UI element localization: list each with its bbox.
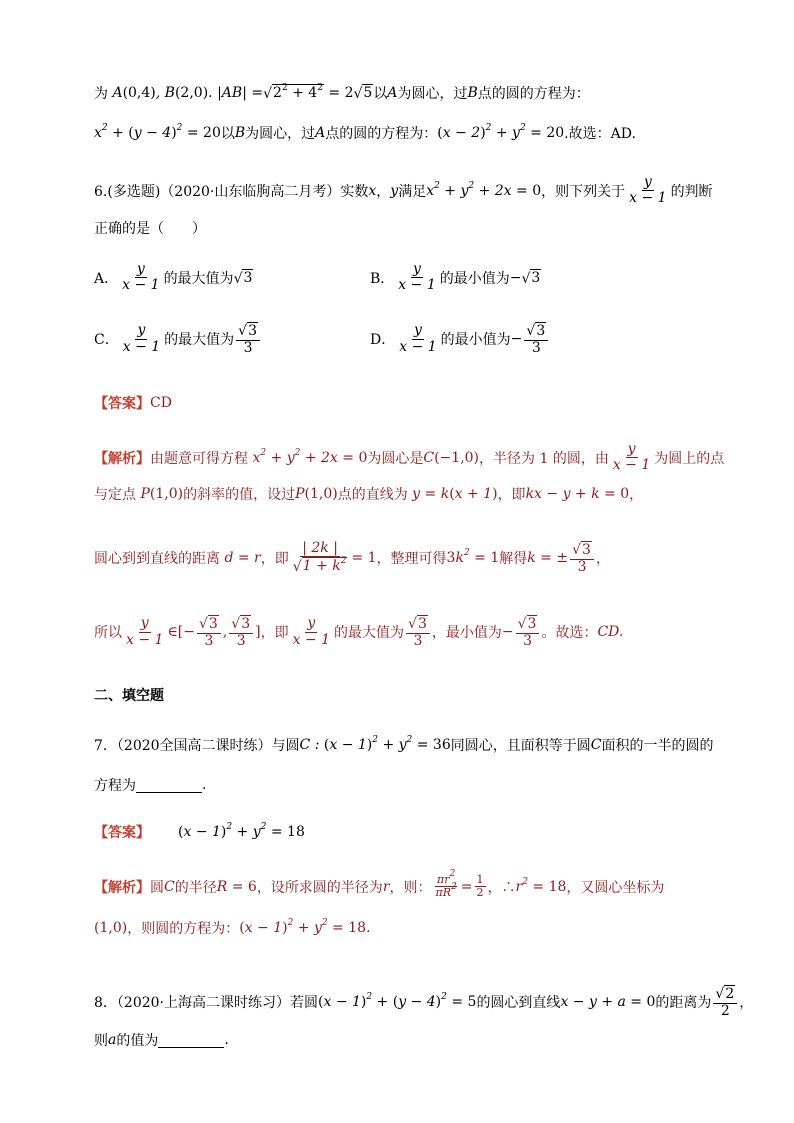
math-eq: kx − y + k = 0: [525, 486, 630, 502]
option-b: [370, 262, 541, 294]
math-fraction: $\frac{y}{x - 1}$: [292, 615, 331, 648]
question-6-line-2: [94, 218, 206, 238]
math-eq: $(x - 2)^2 + y^2 = 20$: [437, 123, 565, 141]
question-8-line-1: [94, 985, 753, 1019]
math-eq: $3k^2 = 1$: [446, 548, 500, 567]
text: 点的直线为: [337, 487, 408, 503]
analysis-6-line-3: [94, 541, 610, 575]
text: 解得: [499, 551, 528, 568]
text: 的斜率的值，设过: [183, 487, 296, 503]
math-comma: ,: [222, 624, 228, 641]
text: ，∴: [487, 879, 516, 896]
math-fraction: $\frac{y}{x - 1}$: [399, 322, 437, 355]
analysis-6-line-2: [94, 484, 643, 504]
math-eq: $(x - 1)^2 + y^2 = 18$: [239, 918, 367, 936]
analysis-6-line-4: [94, 615, 623, 649]
text: 为: [94, 86, 108, 102]
text: 所以: [94, 625, 122, 642]
question-6-line-1: [94, 175, 713, 207]
math-eq: $x^2 + (y - 4)^2 = 20$: [94, 123, 221, 141]
math-minus: −: [501, 624, 514, 641]
text: 圆心到到直线的距离: [94, 551, 220, 568]
math-eq: C : $(x - 1)^2 + y^2 = 36$: [299, 735, 451, 753]
section-heading: 二、填空题: [94, 688, 164, 704]
math-sqrt: √ 5: [353, 85, 373, 102]
text: ，即: [260, 625, 289, 642]
answer-tag: 【答案】: [94, 825, 150, 841]
math-eq: k = ±: [527, 550, 569, 567]
text: 的半径: [174, 879, 217, 896]
math-eq: $x^2 + y^2 + 2x = 0$: [426, 180, 542, 199]
option-label: B．: [370, 270, 395, 287]
math-eq: =: [460, 878, 473, 895]
text: 的距离为: [655, 995, 712, 1012]
text: ，半径为 1 的圆，由: [479, 450, 609, 467]
text: 以: [220, 126, 235, 142]
analysis-tag: 【解析】: [94, 879, 150, 896]
math-var: A: [387, 85, 398, 101]
text: .: [366, 920, 371, 936]
text: 满足: [398, 183, 427, 200]
text: ，则圆的方程为：: [127, 921, 240, 937]
text: 的圆心到直线: [476, 995, 561, 1012]
math-interval: ∈[−: [167, 624, 195, 641]
math-fraction: | 2k | √ $1 + k^2$: [292, 540, 347, 575]
option-text: 的最小值为: [440, 332, 511, 349]
text: ，: [739, 995, 754, 1012]
q6-prefix: 6.(多选题)（2020·山东临朐高二月考）实数: [94, 183, 369, 200]
answer-value: CD: [150, 395, 172, 411]
q7-prefix: 7．（2020全国高二课时练）与圆: [94, 738, 300, 754]
analysis-6-line-1: [94, 442, 724, 474]
analysis-7-line-1: [94, 869, 665, 900]
text: .: [202, 777, 207, 793]
math-point: P(1,0): [136, 486, 184, 502]
text: 为圆心，过: [397, 86, 468, 102]
option-label: A．: [94, 270, 119, 287]
text: ，: [629, 487, 644, 503]
text: 的判断: [670, 183, 713, 200]
math-bracket: ]: [255, 624, 261, 641]
option-c: [94, 322, 262, 356]
math-minus: −: [510, 331, 523, 348]
text: 则: [94, 1033, 108, 1049]
math-fraction: $\frac{1}{2}$: [476, 873, 484, 900]
question-7-line-1: [94, 735, 713, 755]
option-a: [94, 262, 253, 294]
text: 点的圆的方程为：: [477, 86, 590, 102]
text: 面积的一半的圆的: [601, 738, 714, 754]
text: ，整理可得: [376, 551, 447, 568]
option-label: C．: [94, 332, 119, 349]
text: 圆: [150, 879, 164, 896]
answer-blank[interactable]: [136, 778, 202, 793]
text: ，最小值为: [431, 625, 502, 642]
math-eq: $r^2 = 18$: [515, 876, 567, 895]
math-fraction: $\frac{y}{x - 1}$: [122, 261, 160, 294]
text: ，: [595, 551, 610, 568]
text: .: [224, 1032, 229, 1048]
question-8-line-2: [94, 1030, 229, 1050]
solution-line-1: [94, 83, 590, 103]
text: 。故选：: [541, 625, 598, 642]
math-fraction: $\frac{y}{x - 1}$: [398, 261, 436, 294]
text: 为圆心，过: [245, 126, 316, 142]
math-answer: CD.: [597, 624, 624, 641]
analysis-tag: 【解析】: [94, 450, 150, 467]
math-eq: R = 6: [216, 878, 257, 895]
text: 的值为: [116, 1033, 159, 1049]
analysis-7-line-2: [94, 918, 371, 938]
math-var: A: [315, 125, 326, 141]
math-eq: x − y + a = 0: [560, 994, 656, 1011]
text: 正确的是（ ）: [94, 221, 206, 237]
math-var: C: [164, 878, 175, 895]
math-eq: y = k(x + 1): [407, 486, 498, 502]
math-fraction: √ 3 3: [524, 322, 548, 356]
text: 点的圆的方程为：: [325, 126, 438, 142]
text: 方程为: [94, 778, 136, 794]
text: 为圆上的点: [654, 450, 725, 467]
text: 与定点: [94, 487, 136, 503]
math-var: y: [390, 182, 399, 199]
math-fraction: √ 3 3: [406, 615, 430, 649]
text: ，设所求圆的半径为: [256, 879, 383, 896]
math-var: C: [590, 737, 602, 753]
math-fraction: √ 3 3: [236, 322, 260, 356]
option-label: D．: [370, 332, 396, 349]
text: ，又圆心坐标为: [566, 879, 665, 896]
text: ，则下列关于: [541, 183, 626, 200]
math-fraction: √ 3 3: [570, 541, 594, 575]
math-sqrt: √ 3: [233, 269, 253, 287]
math-fraction: $\frac{y}{x - 1}$: [629, 174, 667, 207]
math-fraction: $\frac{\pi r^2}{\pi R^2}$: [435, 869, 457, 900]
math-var: B: [467, 85, 478, 101]
math-eq: $(x - 1)^2 + (y - 4)^2 = 5$: [318, 992, 477, 1011]
math-point: C(−1,0): [423, 449, 480, 466]
option-text: 的最大值为: [163, 270, 234, 287]
math-fraction: $\frac{y}{x - 1}$: [122, 322, 161, 355]
math-eq: = 1: [351, 550, 377, 567]
solution-line-2: [94, 123, 636, 143]
math-fraction: $\frac{y}{x - 1}$: [126, 615, 164, 648]
text: 以: [373, 86, 388, 102]
answer-6: [94, 393, 172, 413]
question-7-line-2: [94, 775, 206, 795]
math-var: B: [234, 125, 246, 141]
text: .故选：AD.: [564, 126, 636, 142]
math-fraction: √ 3 3: [516, 615, 540, 649]
math-minus: −: [509, 269, 522, 286]
text: 同圆心，且面积等于圆: [450, 738, 591, 754]
math-var: r: [382, 878, 390, 895]
option-text: 的最大值为: [164, 332, 235, 349]
answer-tag: 【答案】: [94, 396, 150, 412]
math-var: x: [368, 182, 377, 199]
math-point: (1,0): [94, 920, 128, 936]
q8-prefix: 8．（2020·上海高二课时练习）若圆: [94, 995, 318, 1012]
math-eq: $x^2 + y^2 + 2x = 0$: [248, 447, 368, 466]
math-eq: d = r: [220, 550, 261, 567]
option-text: 的最小值为: [439, 270, 510, 287]
answer-blank[interactable]: [158, 1033, 224, 1048]
math-fraction: √ 2 2: [713, 985, 737, 1019]
math-sqrt: √ 3: [521, 269, 541, 287]
text: 为圆心是: [367, 450, 424, 467]
option-d: [370, 322, 550, 356]
math-eq: = 2: [323, 85, 354, 101]
text: ，: [376, 183, 391, 200]
math-sqrt: √ $2^2 + 4^2$: [263, 83, 323, 102]
math-var: a: [108, 1032, 117, 1048]
text: ，即: [260, 551, 289, 568]
answer-7: [94, 822, 305, 842]
math-point: P(1,0): [295, 486, 338, 502]
text: 由题意可得方程: [150, 450, 248, 467]
math-fraction: √ 3 3: [197, 615, 221, 649]
math-points: A(0,4), B(2,0). |AB| =: [108, 85, 264, 101]
math-fraction: $\frac{y}{x - 1}$: [612, 441, 651, 474]
answer-value: $(x - 1)^2 + y^2 = 18$: [178, 822, 305, 840]
text: 的最大值为: [334, 625, 405, 642]
text: ，即: [497, 487, 526, 503]
math-fraction: √ 3 3: [229, 615, 253, 649]
text: ，则：: [389, 879, 432, 896]
